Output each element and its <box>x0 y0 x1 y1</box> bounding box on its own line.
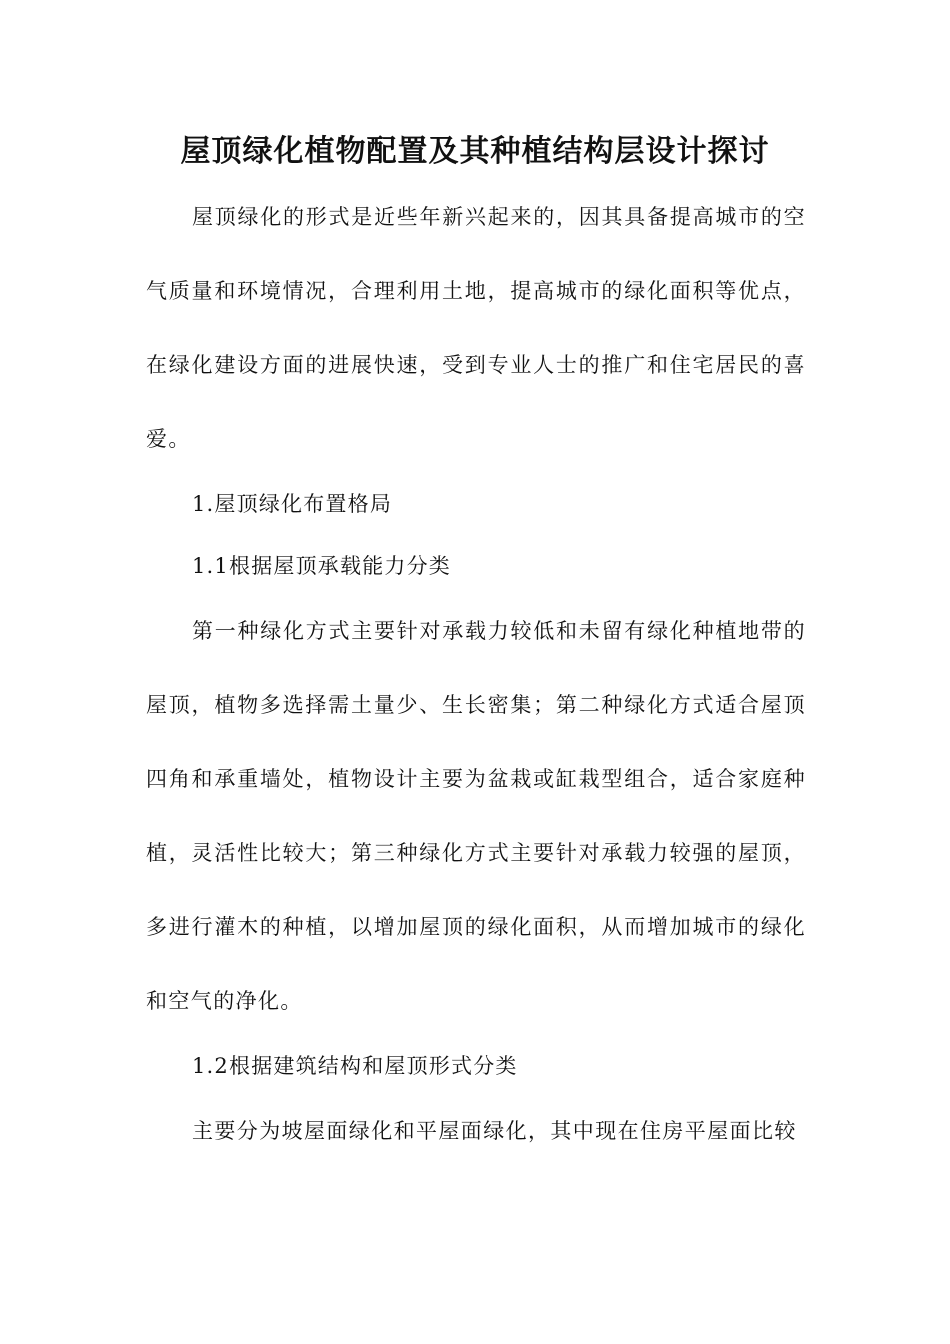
structure-paragraph: 主要分为坡屋面绿化和平屋面绿化，其中现在住房平屋面比较 <box>192 1119 797 1143</box>
subsection-heading-1-2: 1.2根据建筑结构和屋顶形式分类 <box>192 1054 518 1078</box>
section-heading-1: 1.屋顶绿化布置格局 <box>192 492 393 516</box>
subsection-heading-1-1: 1.1根据屋顶承载能力分类 <box>192 554 451 578</box>
document-title: 屋顶绿化植物配置及其种植结构层设计探讨 <box>180 134 770 169</box>
load-capacity-paragraph: 第一种绿化方式主要针对承载力较低和未留有绿化种植地带的屋顶，植物多选择需土量少、生长密集；第二种绿化方式适合屋顶四角和承重墙处，植物设计主要为盆栽或缸栽型组合，适合家庭种植，灵活性比较大；第三种绿化方式主要针对承载力较强的屋顶，多进行灌木的种植，以增加屋顶的绿化面积，从而增加城市的绿化和空气的净化。 <box>146 619 806 1013</box>
intro-paragraph: 屋顶绿化的形式是近些年新兴起来的，因其具备提高城市的空气质量和环境情况，合理利用土地，提高城市的绿化面积等优点，在绿化建设方面的进展快速，受到专业人士的推广和住宅居民的喜爱。 <box>146 205 806 451</box>
